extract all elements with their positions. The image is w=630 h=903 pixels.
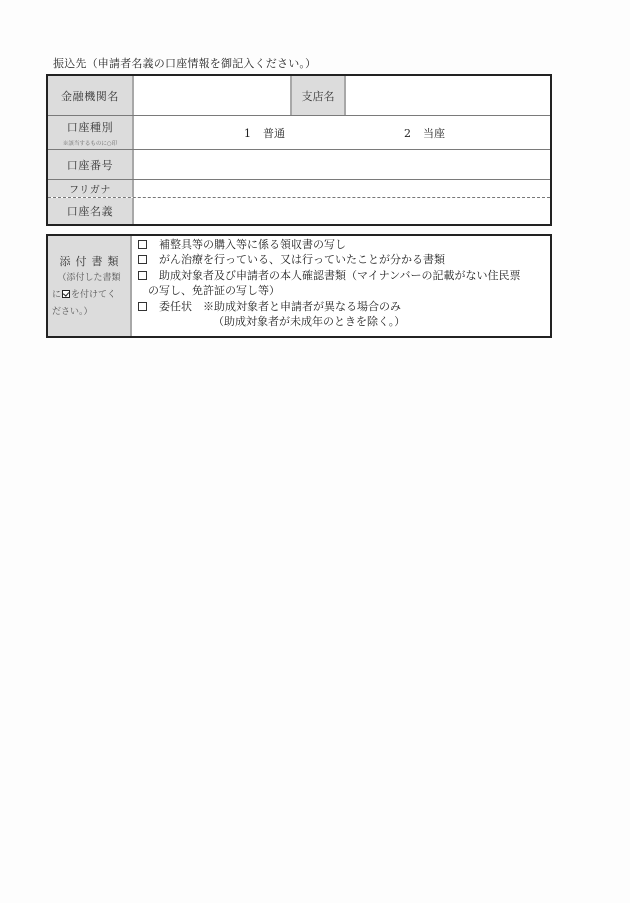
attachment-item-power-of-attorney[interactable]: 委任状 ※助成対象者と申請者が異なる場合のみ bbox=[138, 299, 546, 314]
account-holder-row bbox=[48, 198, 550, 224]
branch-name-field[interactable] bbox=[348, 76, 550, 115]
attachments-table bbox=[46, 234, 552, 338]
attachment-item-treatment-proof[interactable]: がん治療を行っている、又は行っていたことが分かる書類 bbox=[138, 252, 546, 267]
attachment-item-identity-docs-continuation: の写し、免許証の写し等） bbox=[148, 284, 280, 298]
account-type-note: ※該当するものに○印 bbox=[62, 140, 118, 147]
attachment-item-identity-docs[interactable]: 助成対象者及び申請者の本人確認書類（マイナンバーの記載がない住民票 bbox=[138, 268, 546, 283]
account-number-field[interactable] bbox=[134, 150, 550, 179]
checkbox-icon[interactable] bbox=[138, 255, 147, 264]
furigana-label: フリガナ bbox=[48, 180, 134, 197]
account-holder-field[interactable] bbox=[134, 198, 550, 224]
account-type-options bbox=[134, 116, 550, 149]
attachments-note-line3: ださい。） bbox=[52, 307, 93, 317]
account-number-row bbox=[48, 150, 550, 180]
furigana-row bbox=[48, 180, 550, 198]
attachments-note-line1: （添付した書類 bbox=[57, 273, 121, 283]
checkbox-icon[interactable] bbox=[138, 240, 147, 249]
attachments-label bbox=[48, 236, 132, 336]
attachment-item-receipt[interactable]: 補整具等の購入等に係る領収書の写し bbox=[138, 237, 546, 252]
attachment-item-power-of-attorney-continuation: （助成対象者が未成年のときを除く。） bbox=[213, 315, 406, 329]
account-type-row bbox=[48, 116, 550, 150]
bank-name-label: 金融機関名 bbox=[48, 76, 134, 115]
attachments-note-line2: に を付けてく bbox=[52, 290, 117, 300]
attachments-title: 添付書類 bbox=[59, 255, 124, 268]
account-type-label: 口座種別 ※該当するものに○印 bbox=[48, 116, 134, 149]
account-type-option-current[interactable]: 2 当座 bbox=[404, 126, 445, 140]
checked-box-icon bbox=[62, 290, 70, 298]
account-holder-label: 口座名義 bbox=[48, 198, 134, 224]
bank-account-table bbox=[46, 74, 552, 226]
checkbox-icon[interactable] bbox=[138, 271, 147, 280]
attachments-list bbox=[138, 237, 546, 329]
branch-name-label: 支店名 bbox=[290, 76, 346, 115]
checkbox-icon[interactable] bbox=[138, 302, 147, 311]
account-type-option-ordinary[interactable]: 1 普通 bbox=[244, 126, 285, 140]
bank-row bbox=[48, 76, 550, 116]
section-heading: 振込先（申請者名義の口座情報を御記入ください。） bbox=[53, 57, 317, 70]
account-number-label: 口座番号 bbox=[48, 150, 134, 179]
furigana-field[interactable] bbox=[134, 180, 550, 197]
bank-name-field[interactable] bbox=[134, 76, 290, 115]
